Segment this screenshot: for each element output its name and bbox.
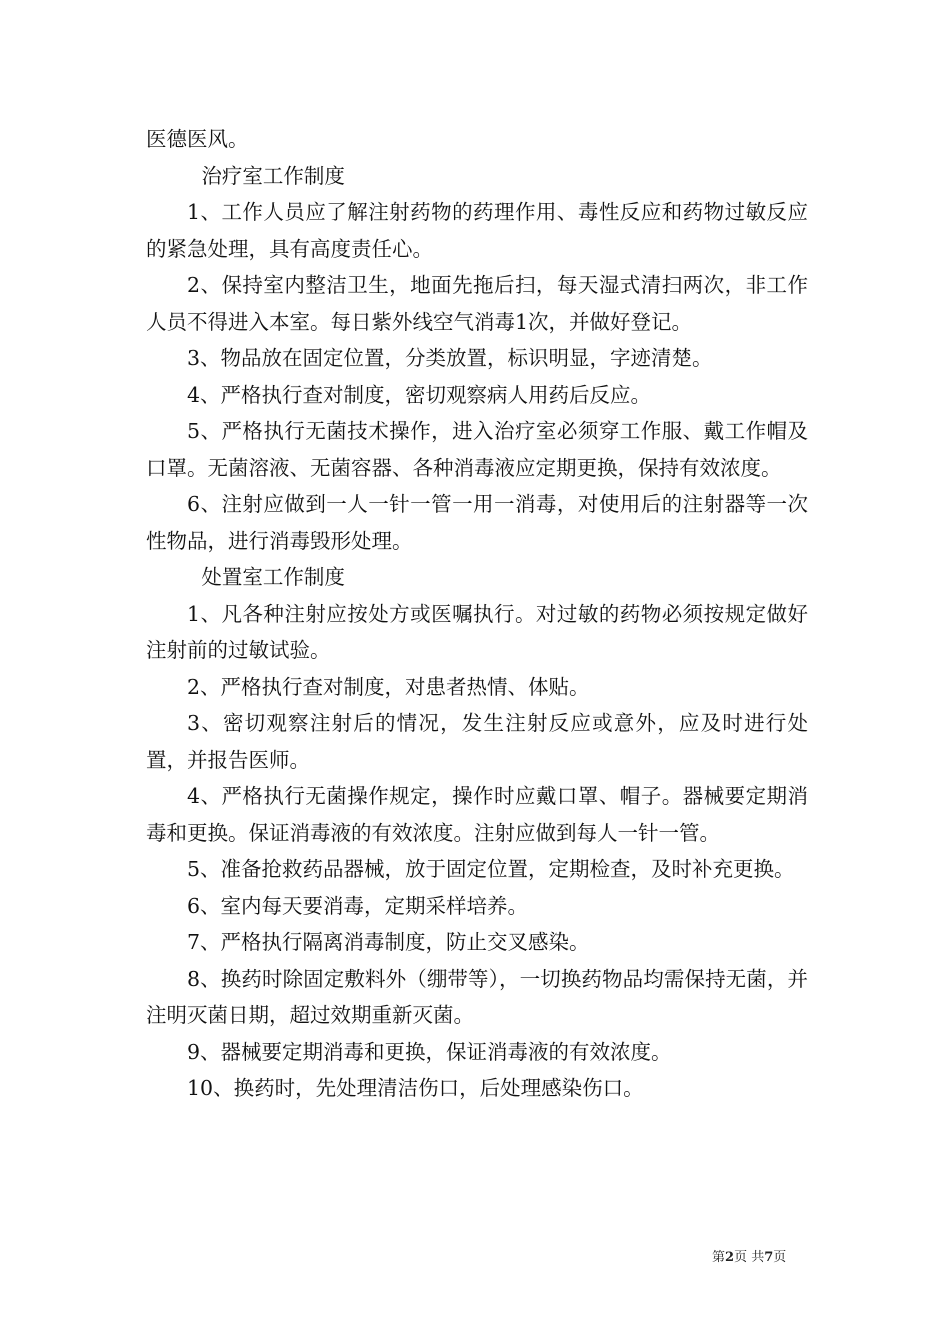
total-pages-number: 7: [764, 1250, 774, 1265]
paragraph: 2、保持室内整洁卫生，地面先拖后扫，每天湿式清扫两次，非工作人员不得进入本室。每日紫外线空气消毒1次，并做好登记。: [146, 273, 808, 334]
paragraph: 1、工作人员应了解注射药物的药理作用、毒性反应和药物过敏反应的紧急处理，具有高度责任心。: [146, 200, 808, 261]
footer-middle: 页 共: [734, 1250, 765, 1265]
document-body: [146, 121, 808, 1107]
page-footer: [712, 1249, 786, 1267]
paragraph: 5、严格执行无菌技术操作，进入治疗室必须穿工作服、戴工作帽及口罩。无菌溶液、无菌容器、各种消毒液应定期更换，保持有效浓度。: [146, 419, 808, 480]
paragraph: 10、换药时，先处理清洁伤口，后处理感染伤口。: [187, 1076, 644, 1100]
paragraph: 9、器械要定期消毒和更换，保证消毒液的有效浓度。: [187, 1039, 672, 1064]
section-heading-disposal-room: 处置室工作制度: [201, 565, 345, 589]
section-heading-treatment-room: 治疗室工作制度: [201, 163, 345, 188]
paragraph: 4、严格执行无菌操作规定，操作时应戴口罩、帽子。器械要定期消毒和更换。保证消毒液的有效浓度。注射应做到每人一针一管。: [146, 784, 808, 845]
paragraph: 4、严格执行查对制度，密切观察病人用药后反应。: [187, 382, 652, 407]
intro-text: 医德医风。: [146, 127, 249, 151]
footer-prefix: 第: [712, 1250, 726, 1265]
paragraph: 2、严格执行查对制度，对患者热情、体贴。: [187, 674, 590, 699]
footer-suffix: 页: [773, 1250, 787, 1265]
paragraph: 6、室内每天要消毒，定期采样培养。: [187, 893, 529, 918]
paragraph: 5、准备抢救药品器械，放于固定位置，定期检查，及时补充更换。: [187, 857, 795, 881]
paragraph: 8、换药时除固定敷料外（绷带等），一切换药物品均需保持无菌，并注明灭菌日期，超过效期重新灭菌。: [146, 966, 808, 1027]
paragraph: 1、凡各种注射应按处方或医嘱执行。对过敏的药物必须按规定做好注射前的过敏试验。: [146, 601, 808, 662]
paragraph: 3、物品放在固定位置，分类放置，标识明显，字迹清楚。: [187, 346, 713, 370]
paragraph: 6、注射应做到一人一针一管一用一消毒，对使用后的注射器等一次性物品，进行消毒毁形处理。: [146, 492, 808, 553]
current-page-number: 2: [725, 1250, 735, 1265]
paragraph: 7、严格执行隔离消毒制度，防止交叉感染。: [187, 930, 590, 954]
paragraph: 3、密切观察注射后的情况，发生注射反应或意外，应及时进行处置，并报告医师。: [146, 711, 808, 772]
